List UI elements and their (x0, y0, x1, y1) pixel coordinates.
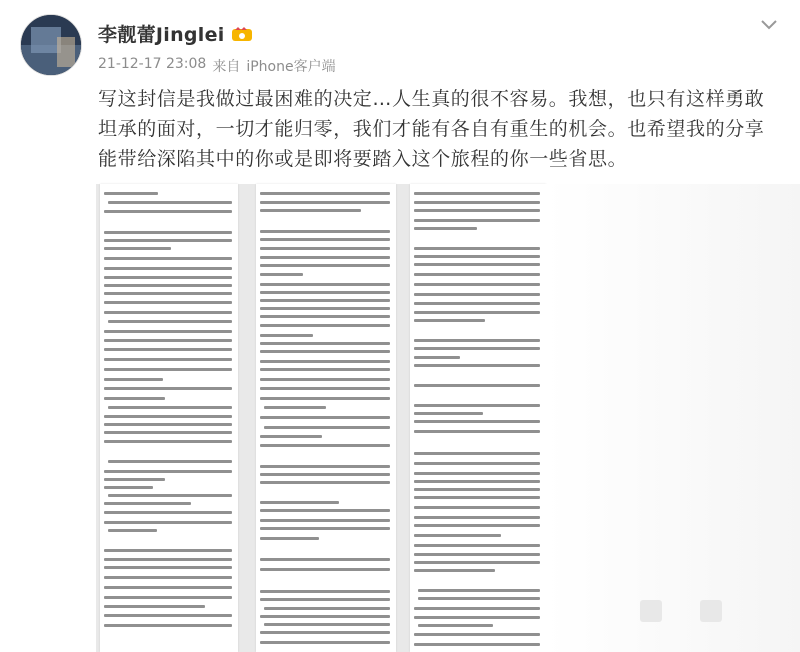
letter-text-line (260, 568, 390, 571)
letter-text-line (414, 633, 540, 636)
letter-text-line (414, 384, 540, 387)
letter-text-line (104, 276, 232, 279)
letter-text-line (104, 423, 232, 426)
letter-text-line (414, 607, 540, 610)
image-gap (546, 184, 800, 652)
letter-text-line (414, 496, 540, 499)
letter-text-line (260, 378, 390, 381)
letter-text-line (264, 623, 390, 626)
letter-text-line (104, 210, 232, 213)
letter-text-line (260, 273, 303, 276)
post-date: 21-12-17 23:08 (98, 56, 207, 72)
letter-text-line (104, 415, 232, 418)
chevron-down-icon[interactable] (760, 16, 778, 28)
letter-text-line (264, 426, 390, 429)
letter-text-line (414, 516, 540, 519)
letter-text-line (418, 597, 540, 600)
letter-text-line (260, 631, 390, 634)
letter-text-line (260, 387, 390, 390)
letter-text-line (104, 478, 165, 481)
letter-text-line (264, 406, 326, 409)
letter-text-line (104, 440, 232, 443)
letter-text-line (264, 607, 390, 610)
letter-text-line (104, 231, 232, 234)
letter-page-1 (100, 184, 238, 652)
letter-text-line (104, 470, 232, 473)
letter-text-line (414, 561, 540, 564)
letter-text-line (414, 524, 540, 527)
letter-text-line (414, 263, 540, 266)
letter-text-line (104, 502, 191, 505)
letter-text-line (414, 227, 477, 230)
letter-text-line (104, 239, 232, 242)
letter-text-line (260, 501, 339, 504)
letter-text-line (104, 614, 232, 617)
letter-text-line (104, 348, 232, 351)
letter-text-line (414, 219, 540, 222)
letter-text-line (260, 416, 390, 419)
letter-text-line (414, 293, 540, 296)
letter-text-line (104, 368, 232, 371)
letter-text-line (414, 339, 540, 342)
letter-text-line (260, 209, 361, 212)
letter-text-line (108, 320, 232, 323)
letter-text-line (414, 462, 540, 465)
letter-text-line (260, 315, 390, 318)
letter-text-line (260, 283, 390, 286)
letter-text-line (414, 347, 540, 350)
letter-text-line (414, 430, 540, 433)
letter-text-line (260, 247, 390, 250)
letter-text-line (108, 201, 232, 204)
letter-text-line (104, 378, 163, 381)
post-source-prefix: 来自 (212, 59, 241, 75)
author-name[interactable]: 李靓蕾Jinglei (98, 24, 225, 46)
letter-text-line (104, 301, 232, 304)
letter-text-line (414, 544, 540, 547)
letter-text-line (104, 192, 158, 195)
letter-text-line (414, 247, 540, 250)
letter-text-line (260, 473, 390, 476)
letter-text-line (104, 387, 232, 390)
letter-text-line (104, 624, 232, 627)
letter-text-line (108, 494, 232, 497)
letter-text-line (414, 452, 540, 455)
letter-text-line (418, 589, 540, 592)
vip-badge-icon (231, 26, 253, 42)
letter-text-line (414, 488, 540, 491)
letter-text-line (260, 360, 390, 363)
letter-text-line (104, 566, 232, 569)
letter-text-line (414, 412, 483, 415)
letter-text-line (104, 431, 232, 434)
letter-text-line (108, 406, 232, 409)
letter-text-line (104, 247, 171, 250)
letter-text-line (108, 529, 157, 532)
letter-text-line (414, 553, 540, 556)
letter-text-line (414, 364, 540, 367)
letter-text-line (260, 368, 390, 371)
letter-text-line (260, 350, 390, 353)
letter-text-line (104, 576, 232, 579)
letter-text-line (414, 506, 540, 509)
letter-text-line (104, 339, 232, 342)
letter-text-line (104, 330, 232, 333)
letter-text-line (418, 624, 493, 627)
letter-text-line (260, 558, 390, 561)
letter-text-line (260, 201, 390, 204)
letter-text-line (260, 397, 390, 400)
letter-text-line (260, 291, 390, 294)
letter-text-line (414, 319, 485, 322)
post-meta (98, 56, 336, 76)
letter-text-line (260, 527, 390, 530)
letter-text-line (414, 643, 540, 646)
author-row (98, 20, 253, 47)
letter-text-line (104, 521, 232, 524)
letter-text-line (260, 465, 390, 468)
watermark-mark (640, 600, 662, 622)
letter-text-line (104, 558, 232, 561)
post-source[interactable]: iPhone客户端 (246, 59, 336, 75)
letter-text-line (260, 641, 390, 644)
letter-text-line (260, 598, 390, 601)
letter-text-line (260, 334, 313, 337)
letter-text-line (260, 230, 390, 233)
letter-text-line (414, 192, 540, 195)
letter-text-line (414, 201, 540, 204)
letter-text-line (414, 534, 501, 537)
letter-text-line (260, 324, 390, 327)
letter-text-line (104, 486, 153, 489)
letter-text-line (260, 590, 390, 593)
letter-text-line (104, 511, 232, 514)
letter-text-line (414, 302, 540, 305)
letter-text-line (260, 435, 322, 438)
letter-text-line (414, 420, 540, 423)
letter-text-line (260, 307, 390, 310)
letter-text-line (104, 586, 232, 589)
letter-text-line (260, 342, 390, 345)
letter-text-line (104, 284, 232, 287)
letter-text-line (414, 283, 540, 286)
letter-text-line (104, 311, 232, 314)
letter-text-line (104, 549, 232, 552)
letter-text-line (414, 569, 495, 572)
letter-text-line (260, 256, 390, 259)
letter-text-line (104, 292, 232, 295)
letter-image[interactable] (96, 184, 546, 652)
letter-text-line (414, 311, 540, 314)
letter-text-line (414, 356, 460, 359)
post-text: 写这封信是我做过最困难的决定…人生真的很不容易。我想，也只有这样勇敢坦承的面对，一切才能归零，我们才能有各自有重生的机会。也希望我的分享能带给深陷其中的你或是即将要踏入这个旅程的你一些省思。 (98, 88, 765, 170)
letter-text-line (414, 480, 540, 483)
letter-text-line (414, 404, 540, 407)
letter-text-line (414, 616, 540, 619)
letter-text-line (104, 596, 232, 599)
letter-text-line (260, 299, 390, 302)
letter-text-line (260, 444, 390, 447)
letter-text-line (260, 509, 390, 512)
letter-text-line (260, 192, 390, 195)
letter-page-2 (256, 184, 396, 652)
letter-text-line (260, 537, 319, 540)
letter-text-line (104, 397, 165, 400)
letter-text-line (104, 257, 232, 260)
letter-text-line (104, 605, 205, 608)
letter-text-line (104, 267, 232, 270)
letter-text-line (104, 358, 232, 361)
letter-text-line (414, 472, 540, 475)
letter-page-3 (410, 184, 546, 652)
letter-text-line (260, 238, 390, 241)
letter-text-line (108, 460, 232, 463)
letter-text-line (414, 209, 540, 212)
letter-text-line (260, 519, 390, 522)
letter-text-line (260, 615, 390, 618)
letter-text-line (260, 481, 390, 484)
watermark-mark (700, 600, 722, 622)
letter-text-line (260, 264, 390, 267)
avatar[interactable] (20, 14, 82, 76)
letter-text-line (414, 255, 540, 258)
letter-text-line (414, 273, 540, 276)
